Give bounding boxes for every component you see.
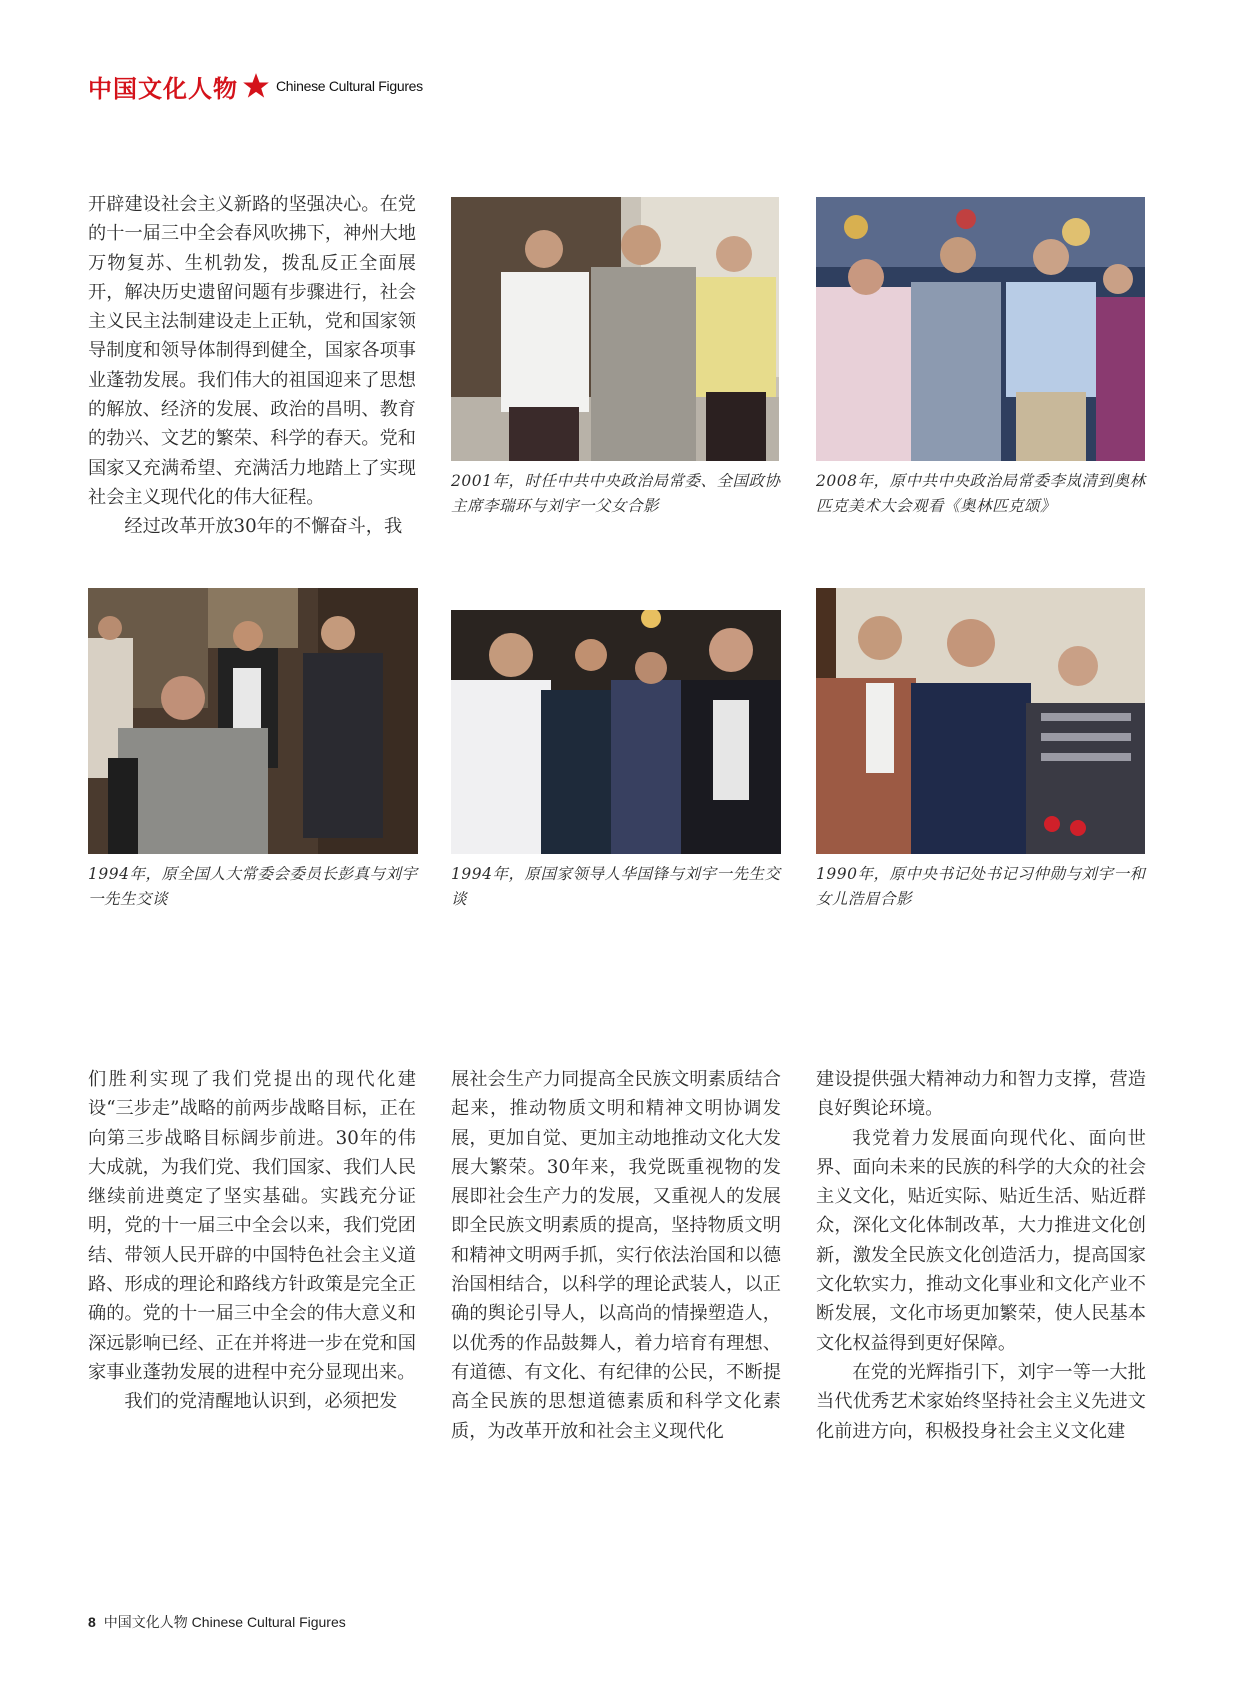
article-paragraph: 在党的光辉指引下，刘宇一等一大批当代优秀艺术家始终坚持社会主义先进文化前进方向，积极投身社会主义文化建 [816, 1361, 1146, 1442]
page-number: 8 [88, 1614, 96, 1630]
photo-caption: 1994年，原全国人大常委会委员长彭真与刘宇一先生交谈 [88, 865, 418, 908]
footer-text: 中国文化人物 Chinese Cultural Figures [103, 1614, 346, 1630]
photo-caption: 1994年，原国家领导人华国锋与刘宇一先生交谈 [451, 865, 781, 908]
photo-xi-zhongxun [816, 588, 1145, 854]
article-column-1 [88, 1065, 416, 1417]
photo-hua-guofeng [451, 610, 781, 854]
photo-li-lanqing [816, 197, 1145, 461]
photo-peng-zhen [88, 588, 418, 854]
photo-caption: 1990年，原中央书记处书记习仲勋与刘宇一和女儿浩眉合影 [816, 865, 1146, 908]
article-column-2 [451, 1065, 781, 1446]
star-icon [242, 72, 270, 100]
article-paragraph: 开辟建设社会主义新路的坚强决心。在党的十一届三中全会春风吹拂下，神州大地万物复苏、生机勃发，拨乱反正全面展开，解决历史遗留问题有步骤进行，社会主义民主法制建设走上正轨，党和国家领导制度和领导体制得到健全，国家各项事业蓬勃发展。我们伟大的祖国迎来了思想的解放、经济的发展、政治的昌明、教育的勃兴、文艺的繁荣、科学的春天。党和国家又充满希望、充满活力地踏上了实现社会主义现代化的伟大征程。 [88, 194, 416, 508]
article-paragraph: 经过改革开放30年的不懈奋斗，我 [124, 516, 403, 538]
article-paragraph: 我们的党清醒地认识到，必须把发 [124, 1391, 398, 1413]
article-paragraph: 我党着力发展面向现代化、面向世界、面向未来的民族的科学的大众的社会主义文化，贴近实际、贴近生活、贴近群众，深化文化体制改革，大力推进文化创新，激发全民族文化创造活力，提高国家文化软实力，推动文化事业和文化产业不断发展，文化市场更加繁荣，使人民基本文化权益得到更好保障。 [816, 1127, 1146, 1354]
masthead-title-en: Chinese Cultural Figures [276, 78, 423, 94]
article-paragraph: 展社会生产力同提高全民族文明素质结合起来，推动物质文明和精神文明协调发展，更加自觉、更加主动地推动文化大发展大繁荣。30年来，我党既重视物的发展即社会生产力的发展，又重视人的发展即全民族文明素质的提高，坚持物质文明和精神文明两手抓，实行依法治国和以德治国相结合，以科学的理论武装人，以正确的舆论引导人，以高尚的情操塑造人，以优秀的作品鼓舞人，着力培育有理想、有道德、有文化、有纪律的公民，不断提高全民族的思想道德素质和科学文化素质，为改革开放和社会主义现代化 [451, 1069, 781, 1442]
article-column-top [88, 190, 416, 542]
photo-caption: 2001年，时任中共中央政治局常委、全国政协主席李瑞环与刘宇一父女合影 [451, 472, 781, 515]
article-paragraph: 建设提供强大精神动力和智力支撑，营造良好舆论环境。 [816, 1069, 1146, 1120]
masthead-title-cn: 中国文化人物 [88, 73, 238, 103]
photo-caption: 2008年，原中共中央政治局常委李岚清到奥林匹克美术大会观看《奥林匹克颂》 [816, 472, 1146, 515]
article-paragraph: 们胜利实现了我们党提出的现代化建设“三步走”战略的前两步战略目标，正在向第三步战略目标阔步前进。30年的伟大成就，为我们党、我们国家、我们人民继续前进奠定了坚实基础。实践充分证明，党的十一届三中全会以来，我们党团结、带领人民开辟的中国特色社会主义道路、形成的理论和路线方针政策是完全正确的。党的十一届三中全会的伟大意义和深远影响已经、正在并将进一步在党和国家事业蓬勃发展的进程中充分显现出来。 [88, 1069, 416, 1383]
masthead [88, 70, 423, 102]
article-column-3 [816, 1065, 1146, 1446]
page-footer [88, 1612, 346, 1632]
photo-li-ruihuan [451, 197, 779, 461]
